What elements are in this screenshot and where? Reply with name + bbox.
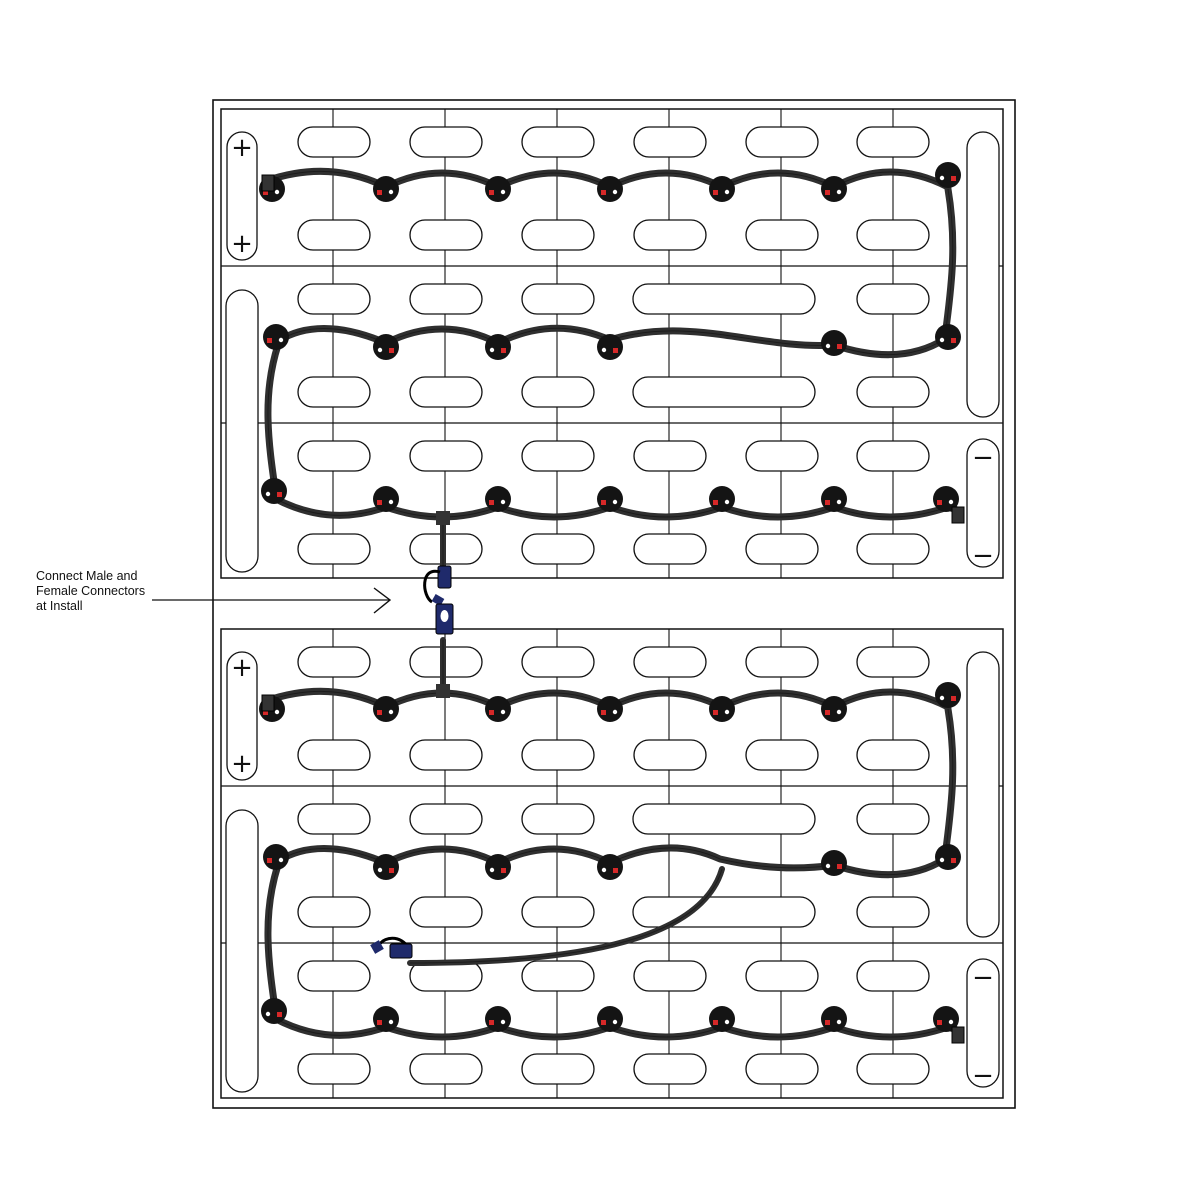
terminal-marker xyxy=(377,500,382,505)
terminal-marker xyxy=(937,500,942,505)
vent-cap xyxy=(857,441,929,471)
vent-cap xyxy=(298,1054,370,1084)
vent-cap-wide xyxy=(633,284,815,314)
cell-terminal xyxy=(373,1006,399,1032)
vent-cap-wide xyxy=(633,804,815,834)
terminal-bolt xyxy=(389,1020,393,1024)
vent-cap xyxy=(857,377,929,407)
terminal-marker xyxy=(951,176,956,181)
terminal-bolt xyxy=(725,190,729,194)
vent-cap xyxy=(634,534,706,564)
terminal-bolt xyxy=(266,1012,270,1016)
terminal-marker xyxy=(489,1020,494,1025)
cell-terminal xyxy=(597,1006,623,1032)
terminal-bolt xyxy=(279,858,283,862)
terminal-marker xyxy=(489,500,494,505)
terminal-marker xyxy=(825,710,830,715)
terminal-marker xyxy=(837,864,842,869)
terminal-bolt xyxy=(826,344,830,348)
side-slot-right xyxy=(967,652,999,937)
tee-joint xyxy=(436,511,450,525)
cell-terminal xyxy=(597,854,623,880)
callout-arrow xyxy=(152,588,390,613)
vent-cap xyxy=(857,284,929,314)
terminal-bolt xyxy=(389,500,393,504)
vent-cap xyxy=(634,647,706,677)
vent-cap xyxy=(634,1054,706,1084)
positive-symbol: + xyxy=(231,133,253,163)
terminal-bolt xyxy=(837,190,841,194)
terminal-bolt xyxy=(389,190,393,194)
cell-terminal xyxy=(373,486,399,512)
vent-cap xyxy=(746,441,818,471)
side-slot-left xyxy=(226,810,258,1092)
negative-symbol: − xyxy=(972,541,994,571)
vent-cap xyxy=(857,127,929,157)
terminal-bolt xyxy=(501,190,505,194)
terminal-marker xyxy=(601,500,606,505)
positive-symbol: + xyxy=(231,749,253,779)
negative-symbol: − xyxy=(972,443,994,473)
vent-cap xyxy=(410,740,482,770)
terminal-marker xyxy=(377,710,382,715)
cell-terminal xyxy=(485,176,511,202)
vent-cap xyxy=(857,740,929,770)
terminal-bolt xyxy=(949,500,953,504)
terminal-marker xyxy=(601,1020,606,1025)
cell-terminal xyxy=(263,324,289,350)
vent-cap xyxy=(857,804,929,834)
cell-terminal xyxy=(373,176,399,202)
tee-joint xyxy=(436,684,450,698)
vent-cap xyxy=(634,740,706,770)
terminal-marker xyxy=(267,858,272,863)
cell-terminal xyxy=(597,176,623,202)
vent-cap xyxy=(298,534,370,564)
vent-cap xyxy=(522,1054,594,1084)
terminal-bolt xyxy=(490,868,494,872)
terminal-marker xyxy=(601,710,606,715)
cell-terminal xyxy=(821,696,847,722)
terminal-marker xyxy=(267,338,272,343)
terminal-marker xyxy=(825,1020,830,1025)
vent-cap xyxy=(298,441,370,471)
vent-cap xyxy=(298,804,370,834)
terminal-bolt xyxy=(501,500,505,504)
terminal-bolt xyxy=(940,176,944,180)
connector-socket xyxy=(441,610,449,622)
cable-clip xyxy=(952,1027,964,1043)
cell-terminal xyxy=(263,844,289,870)
vent-cap xyxy=(634,127,706,157)
terminal-marker xyxy=(951,696,956,701)
vent-cap xyxy=(746,220,818,250)
terminal-marker xyxy=(377,1020,382,1025)
terminal-bolt xyxy=(378,348,382,352)
vent-cap xyxy=(857,534,929,564)
terminal-bolt xyxy=(725,1020,729,1024)
vent-cap xyxy=(746,127,818,157)
vent-cap xyxy=(522,284,594,314)
cell-terminal xyxy=(597,486,623,512)
terminal-marker xyxy=(825,190,830,195)
vent-cap xyxy=(298,284,370,314)
terminal-marker xyxy=(613,868,618,873)
negative-symbol: − xyxy=(972,1061,994,1091)
vent-cap xyxy=(522,740,594,770)
cell-terminal xyxy=(709,176,735,202)
vent-cap xyxy=(410,220,482,250)
terminal-marker xyxy=(937,1020,942,1025)
vent-cap xyxy=(746,740,818,770)
vent-cap xyxy=(522,441,594,471)
vent-cap xyxy=(857,220,929,250)
positive-symbol: + xyxy=(231,229,253,259)
cell-terminal xyxy=(261,998,287,1024)
cell-terminal xyxy=(821,330,847,356)
cell-terminal xyxy=(373,854,399,880)
terminal-bolt xyxy=(378,868,382,872)
vent-cap xyxy=(634,961,706,991)
terminal-bolt xyxy=(602,868,606,872)
terminal-bolt xyxy=(389,710,393,714)
cell-terminal xyxy=(935,844,961,870)
terminal-bolt xyxy=(837,1020,841,1024)
cell-terminal xyxy=(485,1006,511,1032)
vent-cap xyxy=(298,897,370,927)
vent-cap xyxy=(298,377,370,407)
terminal-bolt xyxy=(613,500,617,504)
vent-cap xyxy=(746,961,818,991)
terminal-marker xyxy=(277,492,282,497)
terminal-bolt xyxy=(490,348,494,352)
terminal-marker xyxy=(501,868,506,873)
terminal-bolt xyxy=(501,710,505,714)
vent-cap-wide xyxy=(633,897,815,927)
vent-cap xyxy=(410,284,482,314)
terminal-marker xyxy=(713,710,718,715)
vent-cap-wide xyxy=(633,377,815,407)
cell-terminal xyxy=(821,850,847,876)
vent-cap xyxy=(857,961,929,991)
vent-cap xyxy=(298,220,370,250)
terminal-marker xyxy=(951,858,956,863)
cell-terminal xyxy=(485,334,511,360)
cell-terminal xyxy=(709,1006,735,1032)
cell-terminal xyxy=(597,334,623,360)
vent-cap xyxy=(857,1054,929,1084)
terminal-bolt xyxy=(279,338,283,342)
vent-cap xyxy=(634,441,706,471)
cable-run xyxy=(945,189,953,337)
cell-terminal xyxy=(821,1006,847,1032)
vent-cap xyxy=(522,647,594,677)
loose-connector xyxy=(390,944,412,958)
vent-cap xyxy=(522,220,594,250)
terminal-bolt xyxy=(837,500,841,504)
side-slot-right xyxy=(967,132,999,417)
terminal-marker xyxy=(601,190,606,195)
terminal-bolt xyxy=(613,190,617,194)
terminal-marker xyxy=(277,1012,282,1017)
terminal-bolt xyxy=(501,1020,505,1024)
cell-terminal xyxy=(821,176,847,202)
cable-clip xyxy=(262,175,274,191)
vent-cap xyxy=(522,897,594,927)
cell-terminal xyxy=(485,696,511,722)
terminal-bolt xyxy=(826,864,830,868)
terminal-marker xyxy=(489,190,494,195)
vent-cap xyxy=(410,897,482,927)
negative-symbol: − xyxy=(972,963,994,993)
side-slot-left xyxy=(226,290,258,572)
callout-label: Connect Male and Female Connectors at Install xyxy=(36,569,146,613)
cell-terminal xyxy=(485,854,511,880)
male-connector xyxy=(438,566,451,588)
vent-cap xyxy=(410,1054,482,1084)
vent-cap xyxy=(410,441,482,471)
terminal-bolt xyxy=(275,710,279,714)
terminal-bolt xyxy=(725,500,729,504)
terminal-marker xyxy=(501,348,506,353)
terminal-bolt xyxy=(602,348,606,352)
vent-cap xyxy=(522,961,594,991)
vent-cap xyxy=(298,647,370,677)
vent-cap xyxy=(857,647,929,677)
vent-cap xyxy=(746,647,818,677)
terminal-marker xyxy=(713,500,718,505)
cable-clip xyxy=(262,695,274,711)
terminal-bolt xyxy=(949,1020,953,1024)
terminal-marker xyxy=(377,190,382,195)
battery-tray-grid xyxy=(213,100,1015,1108)
terminal-bolt xyxy=(940,696,944,700)
cell-terminal xyxy=(485,486,511,512)
cable-run xyxy=(945,709,953,857)
vent-cap xyxy=(410,127,482,157)
vent-cap xyxy=(746,534,818,564)
terminal-marker xyxy=(951,338,956,343)
terminal-marker xyxy=(713,1020,718,1025)
terminal-bolt xyxy=(613,1020,617,1024)
vent-cap xyxy=(522,534,594,564)
terminal-bolt xyxy=(613,710,617,714)
terminal-marker xyxy=(489,710,494,715)
vent-cap xyxy=(298,961,370,991)
vent-cap xyxy=(522,804,594,834)
positive-symbol: + xyxy=(231,653,253,683)
cell-terminal xyxy=(821,486,847,512)
terminal-marker xyxy=(613,348,618,353)
vent-cap xyxy=(522,377,594,407)
cell-terminal xyxy=(935,682,961,708)
cell-terminal xyxy=(597,696,623,722)
vent-cap xyxy=(298,740,370,770)
vent-cap xyxy=(746,1054,818,1084)
terminal-bolt xyxy=(940,858,944,862)
terminal-marker xyxy=(389,868,394,873)
cell-terminal xyxy=(709,696,735,722)
terminal-bolt xyxy=(725,710,729,714)
vent-cap xyxy=(410,377,482,407)
terminal-bolt xyxy=(940,338,944,342)
cell-terminal xyxy=(261,478,287,504)
cell-terminal xyxy=(373,696,399,722)
terminal-bolt xyxy=(837,710,841,714)
cable-clip xyxy=(952,507,964,523)
cell-terminal xyxy=(709,486,735,512)
cell-terminal xyxy=(373,334,399,360)
cell-terminal xyxy=(935,162,961,188)
vent-cap xyxy=(522,127,594,157)
vent-cap xyxy=(857,897,929,927)
terminal-bolt xyxy=(275,190,279,194)
terminal-marker xyxy=(825,500,830,505)
terminal-bolt xyxy=(266,492,270,496)
vent-cap xyxy=(298,127,370,157)
terminal-marker xyxy=(713,190,718,195)
vent-cap xyxy=(410,804,482,834)
cell-terminal xyxy=(935,324,961,350)
vent-cap xyxy=(634,220,706,250)
terminal-marker xyxy=(837,344,842,349)
terminal-marker xyxy=(389,348,394,353)
